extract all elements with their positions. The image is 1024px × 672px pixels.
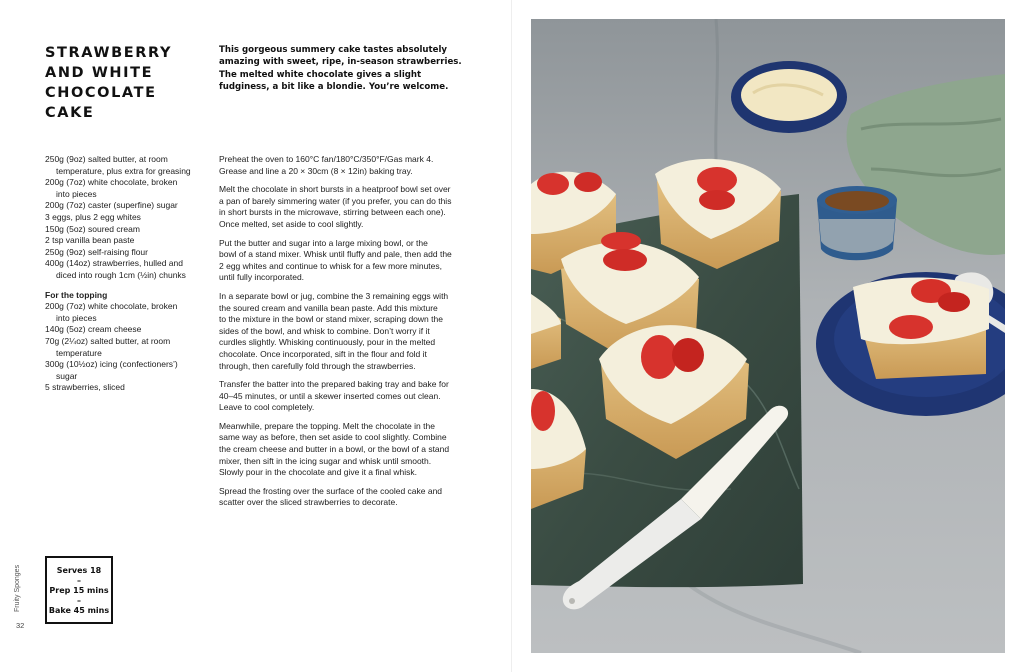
- topping-item: 70g (2¼oz) salted butter, at room: [45, 335, 171, 346]
- topping-item: 200g (7oz) white chocolate, broken: [45, 301, 178, 312]
- right-page: [512, 0, 1024, 672]
- topping-item: 5 strawberries, sliced: [45, 382, 125, 393]
- method-line: chocolate. Once incorporated, sift in the flour and fold it: [219, 348, 427, 359]
- method-line: the cream cheese and butter in a bowl, or the bowl of a stand: [219, 444, 450, 455]
- strawberry-slice: [889, 315, 933, 339]
- topping-item: into pieces: [56, 312, 97, 323]
- method-line: in short bursts in the microwave, stirring between each one).: [219, 207, 446, 218]
- ingredients-list: [45, 154, 215, 394]
- topping-item: 140g (5oz) cream cheese: [45, 324, 142, 335]
- ingredient-item: 3 eggs, plus 2 egg whites: [45, 211, 141, 222]
- strawberry-slice: [699, 190, 735, 210]
- ingredient-item: diced into rough 1cm (½in) chunks: [56, 269, 186, 280]
- ingredient-item: 250g (9oz) self-raising flour: [45, 246, 148, 257]
- handle-hole: [569, 598, 575, 604]
- method-line: In a separate bowl or jug, combine the 3 remaining eggs with: [219, 290, 449, 301]
- page-number: 32: [16, 621, 25, 630]
- ingredient-item: 2 tsp vanilla bean paste: [45, 235, 135, 246]
- method-line: sides of the bowl, and whisk to combine. Don’t worry if it: [219, 325, 430, 336]
- method-step: [219, 184, 471, 230]
- strawberry-slice: [603, 249, 647, 271]
- strawberry-slice: [672, 338, 704, 372]
- method-line: Put the butter and sugar into a large mixing bowl, or the: [219, 237, 428, 248]
- method-step: [219, 486, 471, 509]
- method-line: Melt the chocolate in short bursts in a heatproof bowl set over: [219, 184, 451, 195]
- method-line: mixer, then sift in the icing sugar and whisk until smooth.: [219, 455, 432, 466]
- method-line: until fully incorporated.: [219, 272, 305, 283]
- title-line: CHOCOLATE: [45, 85, 157, 101]
- ingredient-item: into pieces: [56, 188, 97, 199]
- recipe-title: [45, 43, 195, 123]
- ingredient-item: 200g (7oz) caster (superfine) sugar: [45, 200, 178, 211]
- strawberry-slice: [531, 391, 555, 431]
- bake-time-label: Bake 45 mins: [48, 605, 110, 615]
- method-line: 2 egg whites and continue to whisk for a few more minutes,: [219, 260, 443, 271]
- info-separator: –: [77, 595, 81, 605]
- topping-item: 300g (10½oz) icing (confectioners’): [45, 359, 178, 370]
- intro-line: This gorgeous summery cake tastes absolutely: [219, 45, 448, 55]
- strawberry-slice: [601, 232, 641, 250]
- title-line: STRAWBERRY: [45, 45, 173, 61]
- intro-line: fudginess, a bit like a blondie. You’re welcome.: [219, 82, 449, 93]
- method-line: Spread the frosting over the surface of the cooled cake and: [219, 485, 443, 496]
- topping-item: sugar: [56, 370, 78, 381]
- strawberry-slice: [938, 292, 970, 312]
- intro-line: amazing with sweet, ripe, in-season strawberries.: [219, 57, 462, 68]
- strawberry-slice: [574, 172, 602, 192]
- method-step: [219, 379, 471, 414]
- method-line: Transfer the batter into the prepared baking tray and bake for: [219, 379, 449, 390]
- strawberry-slice: [537, 173, 569, 195]
- section-label: Fruity Sponges: [14, 564, 21, 612]
- ingredient-item: 400g (14oz) strawberries, hulled and: [45, 258, 183, 269]
- method-line: Slowly pour in the chocolate and give it a final whisk.: [219, 467, 417, 478]
- method-line: Preheat the oven to 160°C fan/180°C/350°F/Gas mark 4.: [219, 154, 434, 164]
- title-line: AND WHITE: [45, 65, 154, 81]
- method-step: [219, 238, 471, 284]
- cup-glaze: [819, 219, 895, 253]
- cup-contents: [825, 191, 889, 211]
- cake-photo: [531, 19, 1005, 653]
- topping-heading: For the topping: [45, 289, 108, 300]
- method-line: the soured cream and vanilla bean paste. Add this mixture: [219, 302, 438, 313]
- strawberry-slice: [697, 167, 737, 193]
- ingredient-item: 250g (9oz) salted butter, at room: [45, 154, 168, 164]
- serving-info-box: [45, 556, 113, 624]
- method-line: Leave to cool completely.: [219, 402, 315, 413]
- method-step: [219, 154, 471, 177]
- topping-item: temperature: [56, 347, 102, 358]
- ingredient-item: temperature, plus extra for greasing: [56, 165, 191, 176]
- method-line: 40–45 minutes, or until a skewer inserted comes out clean.: [219, 390, 441, 401]
- title-line: CAKE: [45, 105, 95, 121]
- method-line: Once melted, set aside to cool slightly.: [219, 218, 364, 229]
- strawberry-slice: [641, 335, 677, 379]
- prep-time-label: Prep 15 mins: [49, 585, 109, 595]
- intro-line: The melted white chocolate gives a slight: [219, 69, 422, 80]
- method-line: Meanwhile, prepare the topping. Melt the chocolate in the: [219, 420, 435, 431]
- method-line: to the mixture in the bowl or stand mixer, scraping down the: [219, 314, 443, 325]
- method-line: same way as before, then set aside to cool slightly. Combine: [219, 432, 447, 443]
- method-line: a pan of barely simmering water (if you prefer, you can do this: [219, 195, 452, 206]
- method-step: [219, 421, 471, 479]
- recipe-intro: [219, 44, 469, 94]
- ingredient-item: 200g (7oz) white chocolate, broken: [45, 177, 178, 188]
- method-line: scatter over the sliced strawberries to decorate.: [219, 497, 398, 508]
- method-step: [219, 291, 471, 372]
- method-line: through, then carefully fold through the strawberries.: [219, 360, 416, 371]
- method-line: curdles slightly. Whisking continuously, pour in the melted: [219, 337, 436, 348]
- method-line: bowl of a stand mixer. Whisk until fluffy and pale, then add the: [219, 249, 452, 260]
- ingredient-item: 150g (5oz) soured cream: [45, 223, 140, 234]
- method-line: Grease and line a 20 × 30cm (8 × 12in) baking tray.: [219, 165, 413, 176]
- method-steps: [219, 154, 471, 516]
- serves-label: Serves 18: [56, 565, 102, 575]
- info-separator: –: [77, 575, 81, 585]
